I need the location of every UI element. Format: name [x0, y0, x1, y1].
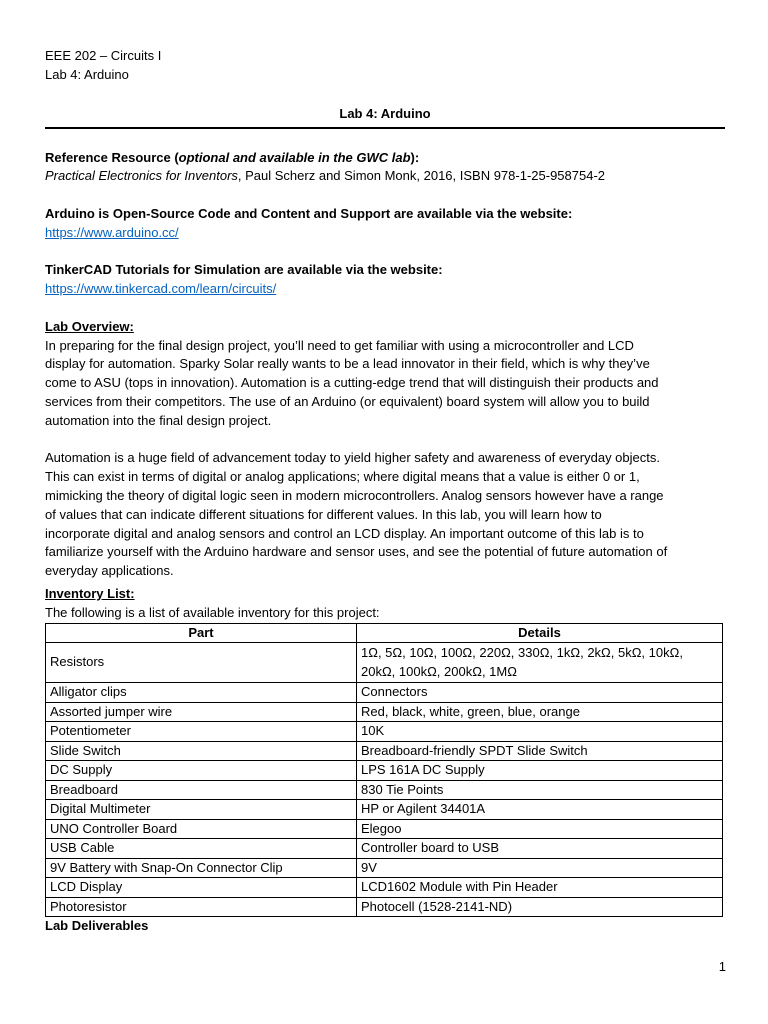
inventory-table	[45, 623, 723, 918]
table-header-row	[46, 623, 723, 643]
table-row	[46, 897, 723, 917]
page-title: Lab 4: Arduino	[339, 105, 431, 121]
overview-line: familiarize yourself with the Arduino hardware and sensor uses, and see the potential of future automation of	[45, 544, 668, 560]
overview-line: services from their competitors. The use of an Arduino (or equivalent) board system will allow you to build	[45, 393, 650, 409]
table-row	[46, 761, 723, 781]
part-cell: Assorted jumper wire	[46, 702, 357, 722]
overview-line: mimicking the theory of digital logic seen in modern microcontrollers. Analog sensors however have a range	[45, 487, 664, 503]
details-cell	[357, 643, 723, 683]
overview-line: automation into the final design project.	[45, 412, 272, 428]
part-cell: Resistors	[46, 643, 357, 683]
course-header: EEE 202 – Circuits I	[45, 48, 162, 63]
table-row	[46, 722, 723, 742]
details-cell: Photocell (1528-2141-ND)	[357, 897, 723, 917]
inventory-intro: The following is a list of available inventory for this project:	[45, 604, 380, 620]
part-cell: DC Supply	[46, 761, 357, 781]
overview-line: come to ASU (tops in innovation). Automation is a cutting-edge trend that will distinguish their products and	[45, 375, 659, 391]
column-header-details: Details	[357, 623, 723, 643]
details-cell: Controller board to USB	[357, 839, 723, 859]
arduino-heading: Arduino is Open-Source Code and Content and Support are available via the website:	[45, 205, 573, 221]
details-cell: LCD1602 Module with Pin Header	[357, 878, 723, 898]
table-row	[46, 858, 723, 878]
overview-line: incorporate digital and analog sensors and control an LCD display. An important outcome of this lab is to	[45, 525, 644, 541]
details-line: 1Ω, 5Ω, 10Ω, 100Ω, 220Ω, 330Ω, 1kΩ, 2kΩ, 5kΩ, 10kΩ,	[361, 645, 683, 661]
table-row	[46, 878, 723, 898]
table-row	[46, 643, 723, 683]
details-cell: Connectors	[357, 683, 723, 703]
reference-heading: Reference Resource (optional and available in the GWC lab):	[45, 149, 420, 165]
details-cell: 9V	[357, 858, 723, 878]
overview-line: In preparing for the final design project, you’ll need to get familiar with using a microcontroller and LCD	[45, 337, 634, 353]
overview-line: Automation is a huge field of advancement today to yield higher safety and awareness of everyday objects.	[45, 450, 660, 466]
deliverables-heading: Lab Deliverables	[45, 918, 149, 934]
book-details: , Paul Scherz and Simon Monk, 2016, ISBN 978-1-25-958754-2	[237, 168, 606, 184]
table-row	[46, 741, 723, 761]
table-row	[46, 780, 723, 800]
details-cell: HP or Agilent 34401A	[357, 800, 723, 820]
details-line: 20kΩ, 100kΩ, 200kΩ, 1MΩ	[361, 663, 517, 679]
table-row	[46, 702, 723, 722]
details-cell: Red, black, white, green, blue, orange	[357, 702, 723, 722]
part-cell: Slide Switch	[46, 741, 357, 761]
part-cell: Photoresistor	[46, 897, 357, 917]
overview-paragraph-2	[45, 449, 725, 581]
overview-paragraph-1	[45, 337, 725, 431]
book-title: Practical Electronics for Inventors	[45, 168, 238, 184]
inventory-heading: Inventory List:	[45, 585, 135, 601]
table-row	[46, 819, 723, 839]
overview-heading: Lab Overview:	[45, 318, 134, 334]
table-row	[46, 683, 723, 703]
overview-line: display for automation. Sparky Solar really wants to be a lead innovator in their field, which is why they’ve	[45, 356, 650, 372]
part-cell: UNO Controller Board	[46, 819, 357, 839]
tinkercad-link[interactable]: https://www.tinkercad.com/learn/circuits/	[45, 281, 277, 297]
column-header-part: Part	[46, 623, 357, 643]
overview-line: This can exist in terms of digital or analog applications; where digital means that a value is either 0 or 1,	[45, 469, 640, 485]
details-cell: 830 Tie Points	[357, 780, 723, 800]
part-cell: Potentiometer	[46, 722, 357, 742]
details-cell: Breadboard-friendly SPDT Slide Switch	[357, 741, 723, 761]
part-cell: Alligator clips	[46, 683, 357, 703]
details-cell: Elegoo	[357, 819, 723, 839]
details-cell: 10K	[357, 722, 723, 742]
part-cell: LCD Display	[46, 878, 357, 898]
part-cell: USB Cable	[46, 839, 357, 859]
arduino-link[interactable]: https://www.arduino.cc/	[45, 224, 179, 240]
overview-line: of values that can indicate different situations for different values. In this lab, you will learn how to	[45, 506, 602, 522]
part-cell: 9V Battery with Snap-On Connector Clip	[46, 858, 357, 878]
part-cell: Digital Multimeter	[46, 800, 357, 820]
page-number: 1	[718, 959, 726, 974]
document-page	[45, 47, 725, 936]
table-row	[46, 800, 723, 820]
overview-line: everyday applications.	[45, 563, 174, 579]
reference-citation	[45, 167, 725, 186]
details-cell: LPS 161A DC Supply	[357, 761, 723, 781]
tinkercad-heading: TinkerCAD Tutorials for Simulation are available via the website:	[45, 262, 443, 278]
table-row	[46, 839, 723, 859]
part-cell: Breadboard	[46, 780, 357, 800]
lab-header: Lab 4: Arduino	[45, 66, 129, 82]
